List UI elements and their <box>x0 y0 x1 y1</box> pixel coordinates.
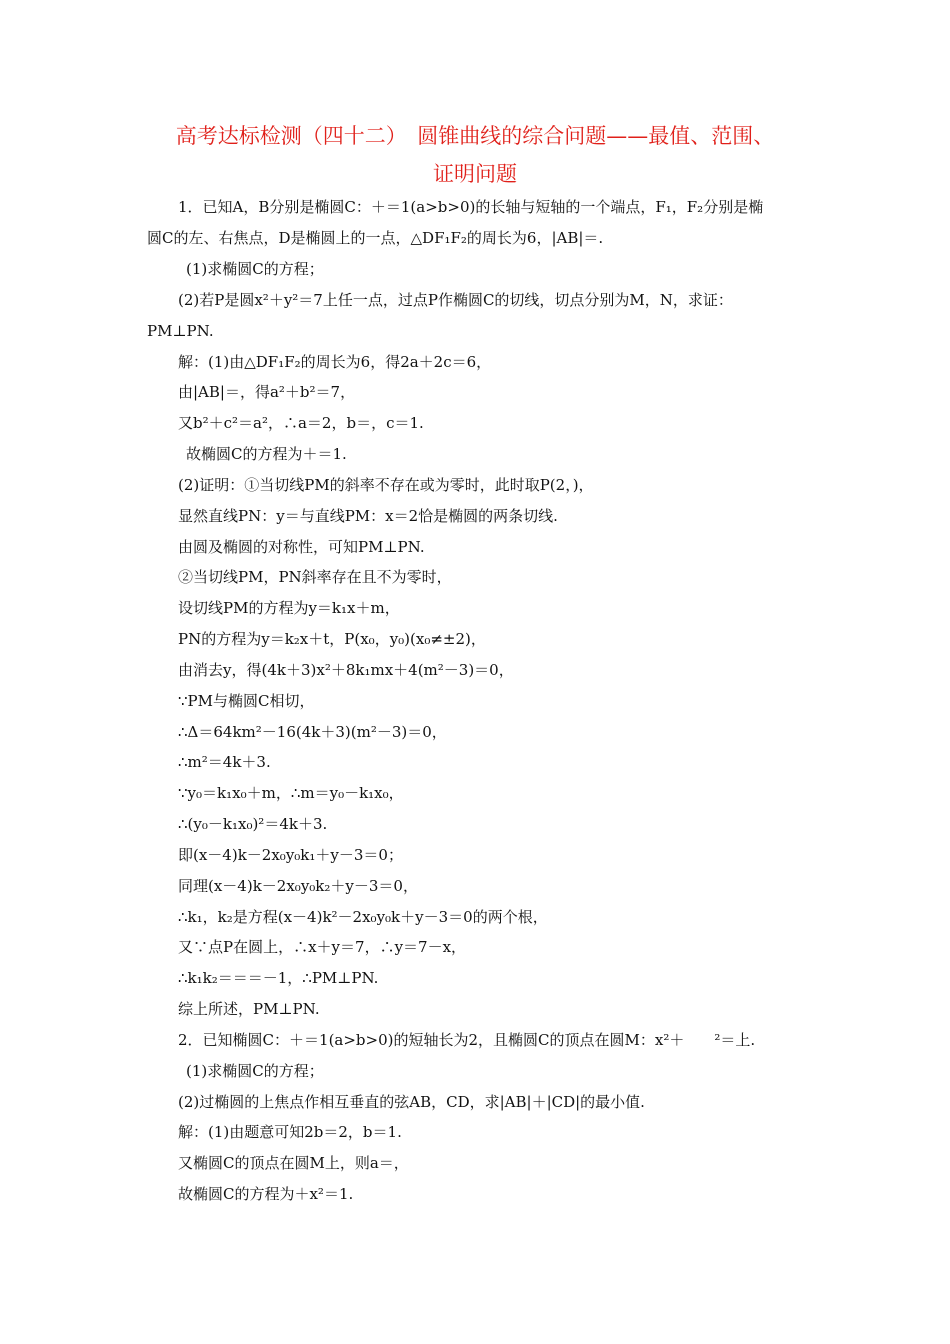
text-line: (2)证明：①当切线PM的斜率不存在或为零时，此时取P(2，)， <box>178 476 594 494</box>
text-line: PN的方程为y＝k₂x＋t，P(x₀，y₀)(x₀≠±2)， <box>178 630 486 648</box>
text-line: 圆C的左、右焦点，D是椭圆上的一点，△DF₁F₂的周长为6，|AB|＝. <box>147 229 604 247</box>
document-title-line1: 高考达标检测（四十二） 圆锥曲线的综合问题——最值、范围、 <box>175 124 775 148</box>
text-line: (1)求椭圆C的方程； <box>186 1062 324 1080</box>
text-line: 1．已知A，B分别是椭圆C：＋＝1(a>b>0)的长轴与短轴的一个端点，F₁，F₂分别是椭 <box>178 198 764 216</box>
text-line: ∵y₀＝k₁x₀＋m，∴m＝y₀－k₁x₀， <box>178 784 404 802</box>
text-line: (2)若P是圆x²＋y²＝7上任一点，过点P作椭圆C的切线，切点分别为M，N，求证： <box>178 291 733 309</box>
text-line: 由消去y，得(4k＋3)x²＋8k₁mx＋4(m²－3)＝0， <box>178 661 514 679</box>
text-line: 显然直线PN：y＝与直线PM：x＝2恰是椭圆的两条切线. <box>178 507 558 525</box>
text-line: ∴m²＝4k＋3. <box>178 753 271 771</box>
text-line: 由圆及椭圆的对称性，可知PM⊥PN. <box>178 538 425 556</box>
text-line: ②当切线PM，PN斜率存在且不为零时， <box>178 568 452 586</box>
text-line: 故椭圆C的方程为＋x²＝1. <box>178 1185 354 1203</box>
text-line: (1)求椭圆C的方程； <box>186 260 324 278</box>
document-title-line2: 证明问题 <box>433 162 517 186</box>
text-line: ∴k₁k₂＝＝＝－1，∴PM⊥PN. <box>178 969 379 987</box>
text-line: 2．已知椭圆C：＋＝1(a>b>0)的短轴长为2，且椭圆C的顶点在圆M：x²＋ ²＝上. <box>178 1031 756 1049</box>
text-line: 解：(1)由△DF₁F₂的周长为6，得2a＋2c＝6， <box>178 353 492 371</box>
text-line: (2)过椭圆的上焦点作相互垂直的弦AB，CD，求|AB|＋|CD|的最小值. <box>178 1093 645 1111</box>
text-line: 设切线PM的方程为y＝k₁x＋m， <box>178 599 400 617</box>
text-line: ∴(y₀－k₁x₀)²＝4k＋3. <box>178 815 328 833</box>
text-line: 故椭圆C的方程为＋＝1. <box>186 445 347 463</box>
text-line: ∴k₁，k₂是方程(x－4)k²－2x₀y₀k＋y－3＝0的两个根， <box>178 908 548 926</box>
text-line: 同理(x－4)k－2x₀y₀k₂＋y－3＝0， <box>178 877 418 895</box>
text-line: 即(x－4)k－2x₀y₀k₁＋y－3＝0； <box>178 846 403 864</box>
text-line: ∵PM与椭圆C相切， <box>178 692 315 710</box>
text-line: 又∵点P在圆上，∴x＋y＝7，∴y＝7－x， <box>178 938 467 956</box>
text-line: PM⊥PN. <box>147 322 214 340</box>
text-line: 又b²＋c²＝a²，∴a＝2，b＝，c＝1. <box>178 414 424 432</box>
text-line: 又椭圆C的顶点在圆M上，则a＝， <box>178 1154 409 1172</box>
text-line: 由|AB|＝，得a²＋b²＝7， <box>178 383 356 401</box>
text-line: ∴Δ＝64km²－16(4k＋3)(m²－3)＝0， <box>178 723 447 741</box>
text-line: 综上所述，PM⊥PN. <box>178 1000 320 1018</box>
text-line: 解：(1)由题意可知2b＝2，b＝1. <box>178 1123 402 1141</box>
